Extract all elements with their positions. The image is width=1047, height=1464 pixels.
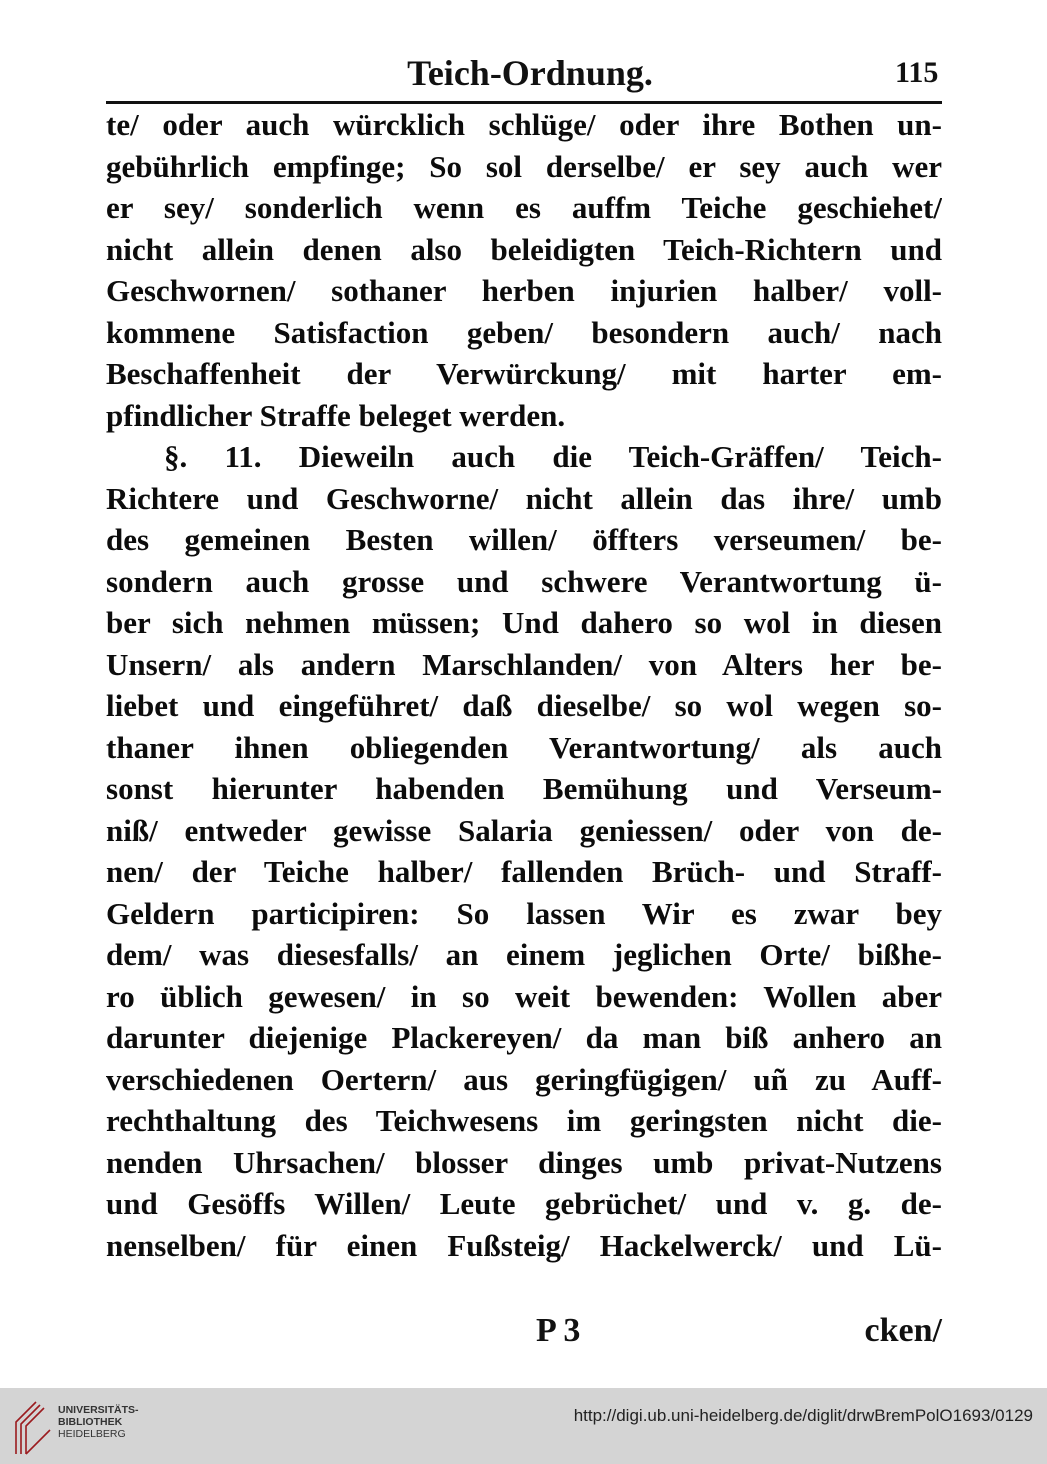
catchword: cken/ [864, 1312, 942, 1349]
text-line: ro üblich gewesen/ in so weit bewenden: Wollen aber [106, 978, 942, 1014]
text-line: thaner ihnen obliegenden Verantwortung/ als auch [106, 729, 942, 765]
library-name-line: BIBLIOTHEK [58, 1416, 123, 1428]
text-line: liebet und eingeführet/ daß dieselbe/ so wol wegen so- [106, 688, 942, 723]
text-line: gebührlich empfinge; So sol derselbe/ er sey auch wer [106, 148, 942, 184]
page-number: 115 [895, 56, 939, 89]
text-line: ber sich nehmen müssen; Und dahero so wol in diesen [106, 605, 942, 640]
running-title: Teich-Ordnung. [407, 53, 653, 93]
text-line: nenden Uhrsachen/ blosser dinges umb privat-Nutzens [106, 1144, 942, 1180]
signature-mark: P 3 [536, 1312, 581, 1349]
viewer-footer [0, 1388, 1047, 1464]
text-line: §. 11. Dieweiln auch die Teich-Gräffen/ Teich- [164, 439, 942, 474]
text-line: sondern auch grosse und schwere Verantwortung ü- [106, 563, 942, 599]
text-line: kommene Satisfaction geben/ besondern auch/ nach [106, 314, 942, 350]
text-line: te/ oder auch würcklich schlüge/ oder ihre Bothen un- [106, 107, 942, 142]
library-logo-icon [12, 1398, 52, 1456]
library-name-line: HEIDELBERG [58, 1428, 126, 1440]
text-line: rechthaltung des Teichwesens im geringsten nicht die- [106, 1103, 942, 1138]
text-line: nicht allein denen also beleidigten Teich-Richtern und [106, 231, 942, 267]
text-line: Beschaffenheit der Verwürckung/ mit harter em- [106, 356, 942, 391]
page-foot [106, 1312, 942, 1356]
text-line: sonst hierunter habenden Bemühung und Verseum- [106, 771, 942, 806]
text-line: verschiedenen Oertern/ aus geringfügigen/ uñ zu Auff- [106, 1061, 942, 1097]
library-name [58, 1404, 139, 1440]
text-line: Geldern participiren: So lassen Wir es zwar bey [106, 895, 942, 931]
text-line: und Gesöffs Willen/ Leute gebrüchet/ und v. g. de- [106, 1186, 942, 1221]
library-name-line: UNIVERSITÄTS- [58, 1404, 139, 1416]
body-text [106, 104, 942, 1266]
text-line: nenselben/ für einen Fußsteig/ Hackelwerck/ und Lü- [106, 1227, 942, 1263]
permalink-url[interactable]: http://digi.ub.uni-heidelberg.de/diglit/drwBremPolO1693/0129 [573, 1406, 1033, 1425]
text-line: Geschwornen/ sothaner herben injurien halber/ voll- [106, 273, 942, 308]
text-line: des gemeinen Besten willen/ öffters verseumen/ be- [106, 522, 942, 557]
text-line: Richtere und Geschworne/ nicht allein das ihre/ umb [106, 480, 942, 516]
text-line: Unsern/ als andern Marschlanden/ von Alters her be- [106, 646, 942, 682]
text-line: niß/ entweder gewisse Salaria geniessen/ oder von de- [106, 812, 942, 848]
text-line: er sey/ sonderlich wenn es auffm Teiche geschiehet/ [106, 190, 942, 225]
text-line: nen/ der Teiche halber/ fallenden Brüch- und Straff- [106, 854, 942, 889]
text-line: pfindlicher Straffe beleget werden. [106, 397, 566, 433]
text-line: darunter diejenige Plackereyen/ da man biß anhero an [106, 1020, 942, 1055]
text-line: dem/ was diesesfalls/ an einem jeglichen Orte/ bißhe- [106, 937, 942, 972]
